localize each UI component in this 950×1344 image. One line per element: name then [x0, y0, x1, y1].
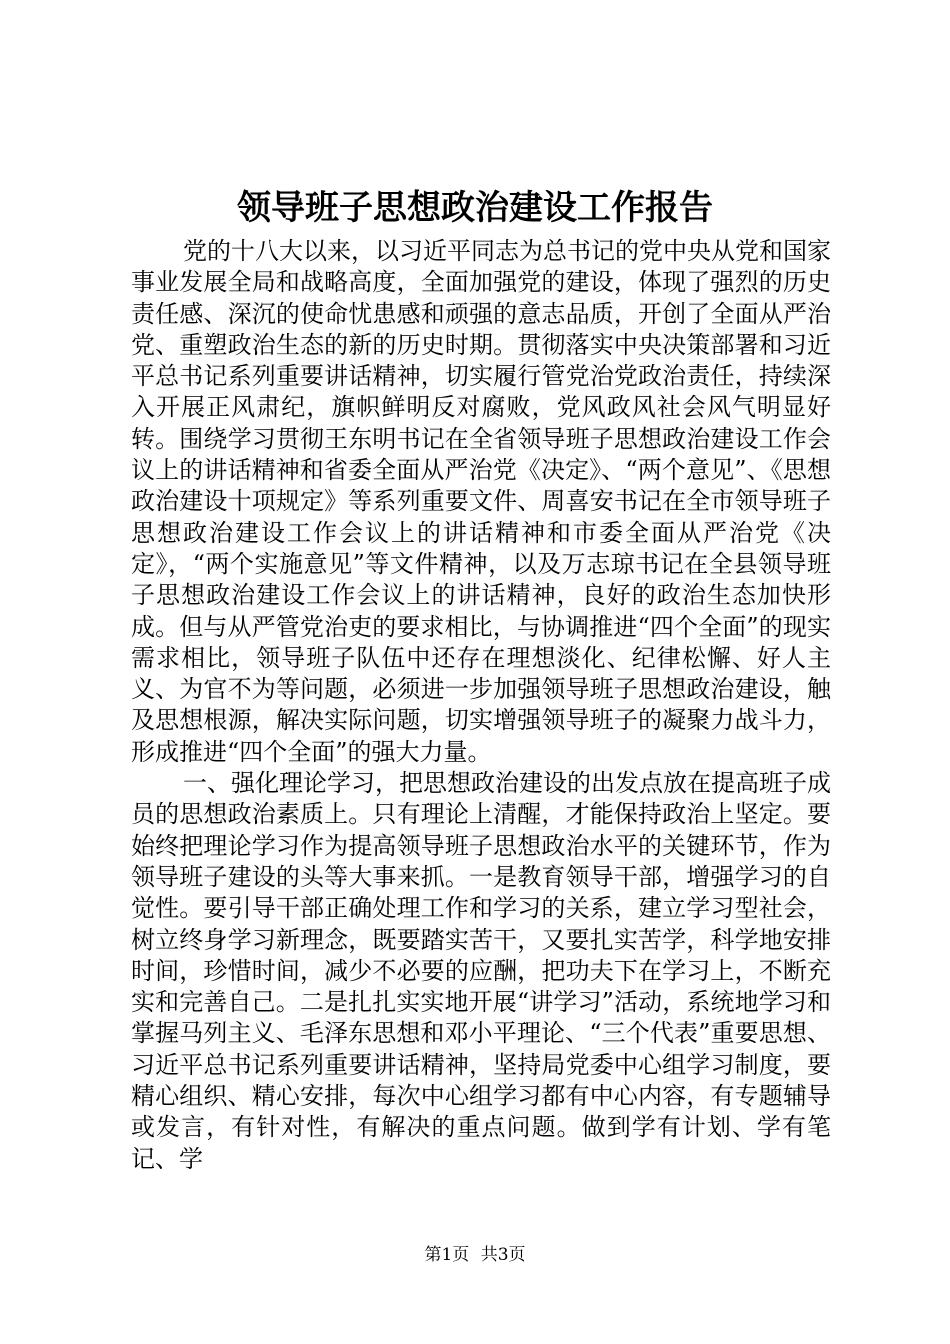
- page-number-footer: 第1页 共3页: [424, 1245, 526, 1265]
- document-title: 领导班子思想政治建设工作报告: [237, 188, 713, 228]
- paragraph-section-one: 一、强化理论学习，把思想政治建设的出发点放在提高班子成员的思想政治素质上。只有理论上清醒，才能保持政治上坚定。要始终把理论学习作为提高领导班子思想政治水平的关键环节，作为领导班子建设的头等大事来抓。一是教育领导干部，增强学习的自觉性。要引导干部正确处理工作和学习的关系，建立学习型社会，树立终身学习新理念，既要踏实苦干，又要扎实苦学，科学地安排时间，珍惜时间，减少不必要的应酬，把功夫下在学习上，不断充实和完善自己。二是扎扎实实地开展“讲学习”活动，系统地学习和掌握马列主义、毛泽东思想和邓小平理论、“三个代表”重要思想、习近平总书记系列重要讲话精神，坚持局党委中心组学习制度，要精心组织、精心安排，每次中心组学习都有中心内容，有专题辅导或发言，有针对性，有解决的重点问题。做到学有计划、学有笔记、学: [131, 769, 831, 1173]
- paragraph-intro: 党的十八大以来，以习近平同志为总书记的党中央从党和国家事业发展全局和战略高度，全面加强党的建设，体现了强烈的历史责任感、深沉的使命忧患感和顽强的意志品质，开创了全面从严治党、重塑政治生态的新的历史时期。贯彻落实中央决策部署和习近平总书记系列重要讲话精神，切实履行管党治党政治责任，持续深入开展正风肃纪，旗帜鲜明反对腐败，党风政风社会风气明显好转。围绕学习贯彻王东明书记在全省领导班子思想政治建设工作会议上的讲话精神和省委全面从严治党《决定》、“两个意见”、《思想政治建设十项规定》等系列重要文件、周喜安书记在全市领导班子思想政治建设工作会议上的讲话精神和市委全面从严治党《决定》，“两个实施意见”等文件精神，以及万志琼书记在全县领导班子思想政治建设工作会议上的讲话精神，良好的政治生态加快形成。但与从严管党治吏的要求相比，与协调推进“四个全面”的现实需求相比，领导班子队伍中还存在理想淡化、纪律松懈、好人主义、为官不为等问题，必须进一步加强领导班子思想政治建设，触及思想根源，解决实际问题，切实增强领导班子的凝聚力战斗力，形成推进“四个全面”的强大力量。: [131, 237, 831, 766]
- document-body: [131, 236, 831, 1175]
